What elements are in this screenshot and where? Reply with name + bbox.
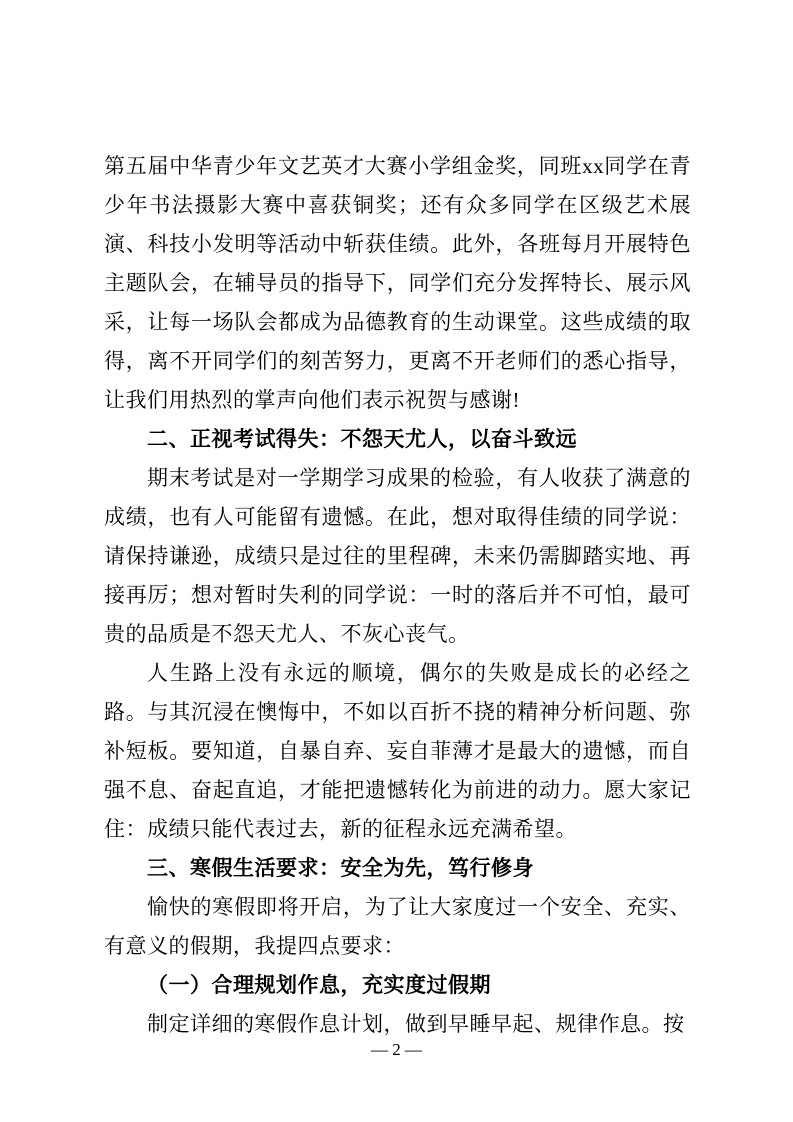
section-heading-three: 三、寒假生活要求：安全为先，笃行修身 xyxy=(147,856,534,880)
paragraph-continuation: 第五届中华青少年文艺英才大赛小学组金奖，同班xx同学在青少年书法摄影大赛中喜获铜奖；还有众多同学在区级艺术展演、科技小发明等活动中斩获佳绩。此外，各班每月开展特色主题队会，在辅导员的指导下，同学们充分发挥特长、展示风采，让每一场队会都成为品德教育的生动课堂。这些成绩的取得，离不开同学们的刻苦努力，更离不开老师们的悉心指导，让我们用热烈的掌声向他们表示祝贺与感谢! xyxy=(104,154,691,412)
document-body xyxy=(104,147,691,1044)
page-number: — 2 — xyxy=(371,1040,422,1059)
section-heading-two: 二、正视考试得失：不怨天尤人，以奋斗致远 xyxy=(147,427,577,451)
paragraph-life-road: 人生路上没有永远的顺境，偶尔的失败是成长的必经之路。与其沉浸在懊悔中，不如以百折不挠的精神分析问题、弥补短板。要知道，自暴自弃、妄自菲薄才是最大的遗憾，而自强不息、奋起直追，才能把遗憾转化为前进的动力。愿大家记住：成绩只能代表过去，新的征程永远充满希望。 xyxy=(104,661,691,841)
paragraph-schedule-partial: 制定详细的寒假作息计划，做到早睡早起、规律作息。按 xyxy=(147,1012,685,1036)
paragraph-exam-reflection: 期末考试是对一学期学习成果的检验，有人收获了满意的成绩，也有人可能留有遗憾。在此，想对取得佳绩的同学说：请保持谦逊，成绩只是过往的里程碑，未来仍需脚踏实地、再接再厉；想对暂时失利的同学说：一时的落后并不可怕，最可贵的品质是不怨天尤人、不灰心丧气。 xyxy=(104,466,691,646)
subsection-heading-one: （一）合理规划作息，充实度过假期 xyxy=(147,973,491,997)
paragraph-vacation-intro: 愉快的寒假即将开启，为了让大家度过一个安全、充实、有意义的假期，我提四点要求： xyxy=(104,895,691,958)
